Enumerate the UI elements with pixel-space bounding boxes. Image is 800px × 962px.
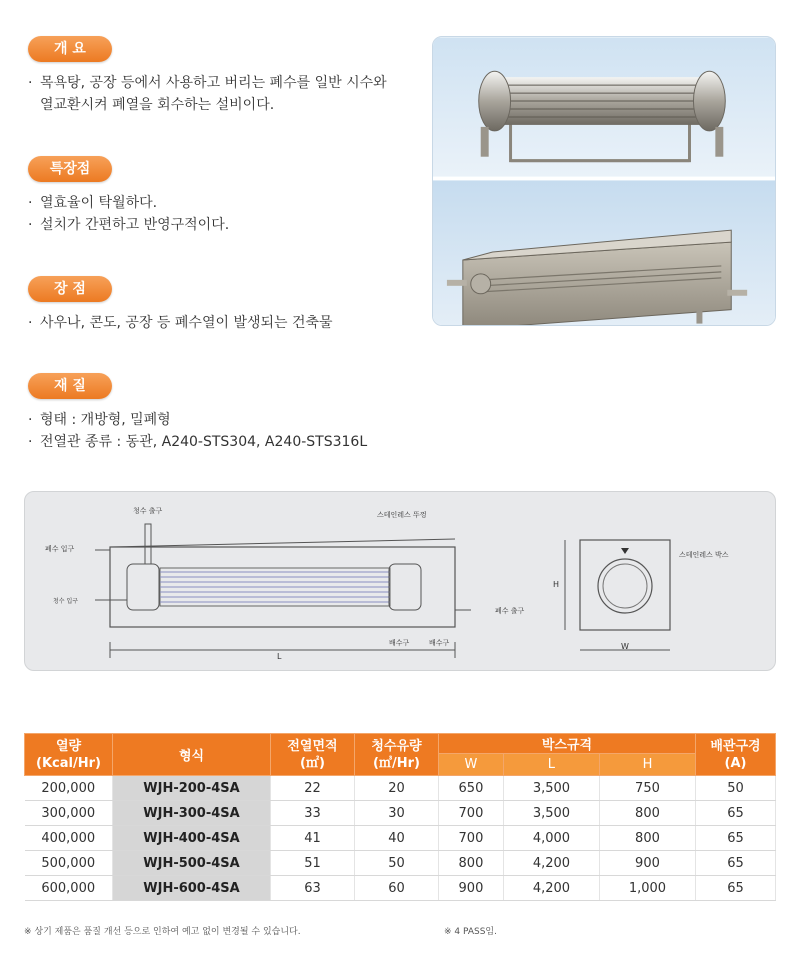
bullet-item: · 열효율이 탁월하다.: [28, 192, 229, 214]
bullet-list: [28, 72, 388, 116]
bullet-item: · 설치가 간편하고 반영구적이다.: [28, 214, 229, 236]
cell-model: WJH-600-4SA: [113, 876, 271, 901]
cell-box-l: 4,200: [503, 851, 599, 876]
cell-box-h: 800: [599, 801, 695, 826]
cell-box-w: 900: [439, 876, 504, 901]
cell-box-w: 800: [439, 851, 504, 876]
bullet-list: [28, 192, 229, 236]
technical-diagram: [24, 491, 776, 671]
header-box-h: H: [599, 754, 695, 776]
cell-pipe: 65: [696, 851, 776, 876]
header-area: 전열면적 (㎡): [271, 734, 355, 776]
product-photos: [432, 36, 776, 326]
label-waste-out: 폐수 출구: [495, 607, 525, 615]
label-length: L: [277, 652, 282, 661]
cell-box-l: 3,500: [503, 801, 599, 826]
label-drain-1: 배수구: [389, 639, 410, 647]
cell-box-l: 3,500: [503, 776, 599, 801]
footnote-right: ※ 4 PASS임.: [444, 927, 497, 937]
section-title: 장 점: [28, 276, 112, 302]
table-row: [25, 826, 776, 851]
cell-flow: 20: [355, 776, 439, 801]
header-box-l: L: [503, 754, 599, 776]
bullet-item: · 형태 : 개방형, 밀폐형: [28, 409, 367, 431]
section-overview: [28, 36, 388, 116]
table-row: [25, 876, 776, 901]
label-height: H: [553, 580, 560, 589]
section-title: 재 질: [28, 373, 112, 399]
cell-pipe: 65: [696, 801, 776, 826]
label-width: W: [621, 642, 629, 651]
header-model: 형식: [113, 734, 271, 776]
cell-heat: 600,000: [25, 876, 113, 901]
cell-area: 51: [271, 851, 355, 876]
cell-flow: 50: [355, 851, 439, 876]
cell-box-h: 900: [599, 851, 695, 876]
cell-pipe: 65: [696, 876, 776, 901]
cell-box-h: 800: [599, 826, 695, 851]
open-box-photo: [433, 180, 775, 326]
label-stainless-lid: 스테인레스 뚜껑: [377, 511, 427, 519]
cell-model: WJH-300-4SA: [113, 801, 271, 826]
cell-flow: 40: [355, 826, 439, 851]
spec-table: [24, 733, 776, 901]
cell-model: WJH-400-4SA: [113, 826, 271, 851]
cell-box-w: 700: [439, 826, 504, 851]
cell-area: 33: [271, 801, 355, 826]
header-heat: 열량 (Kcal/Hr): [25, 734, 113, 776]
label-waste-in: 폐수 입구: [45, 545, 75, 553]
bullet-list: [28, 409, 367, 453]
bullet-item: · 목욕탕, 공장 등에서 사용하고 버리는 폐수를 일반 시수와 열교환시켜 폐열을 회수하는 설비이다.: [28, 72, 388, 116]
section-advantages: [28, 276, 333, 334]
cell-area: 41: [271, 826, 355, 851]
cell-box-h: 1,000: [599, 876, 695, 901]
cell-model: WJH-200-4SA: [113, 776, 271, 801]
table-row: [25, 776, 776, 801]
cell-box-l: 4,200: [503, 876, 599, 901]
cell-area: 63: [271, 876, 355, 901]
section-material: [28, 373, 367, 453]
section-title: 개 요: [28, 36, 112, 62]
cell-heat: 400,000: [25, 826, 113, 851]
bullet-list: [28, 312, 333, 334]
footnote-left: ※ 상기 제품은 품질 개선 등으로 인하여 예고 없이 변경될 수 있습니다.: [24, 927, 301, 937]
label-clean-in: 청수 입구: [53, 598, 79, 605]
cell-flow: 30: [355, 801, 439, 826]
table-row: [25, 851, 776, 876]
cell-box-h: 750: [599, 776, 695, 801]
heat-exchanger-photo: [433, 37, 775, 177]
cell-heat: 300,000: [25, 801, 113, 826]
label-clean-water-out: 청수 출구: [133, 507, 163, 515]
section-title: 특장점: [28, 156, 112, 182]
header-pipe: 배관구경 (A): [696, 734, 776, 776]
cell-heat: 500,000: [25, 851, 113, 876]
header-box: 박스규격: [439, 734, 696, 754]
header-box-w: W: [439, 754, 504, 776]
cell-area: 22: [271, 776, 355, 801]
cell-box-w: 700: [439, 801, 504, 826]
header-flow: 청수유량 (㎥/Hr): [355, 734, 439, 776]
cell-pipe: 50: [696, 776, 776, 801]
section-features: [28, 156, 229, 236]
table-row: [25, 801, 776, 826]
label-stainless-box: 스테인레스 박스: [679, 551, 729, 559]
label-drain-2: 배수구: [429, 639, 450, 647]
cell-box-l: 4,000: [503, 826, 599, 851]
cell-box-w: 650: [439, 776, 504, 801]
cell-flow: 60: [355, 876, 439, 901]
bullet-item: · 사우나, 콘도, 공장 등 폐수열이 발생되는 건축물: [28, 312, 333, 334]
cell-model: WJH-500-4SA: [113, 851, 271, 876]
bullet-item: · 전열관 종류 : 동관, A240-STS304, A240-STS316L: [28, 431, 367, 453]
cell-pipe: 65: [696, 826, 776, 851]
cell-heat: 200,000: [25, 776, 113, 801]
